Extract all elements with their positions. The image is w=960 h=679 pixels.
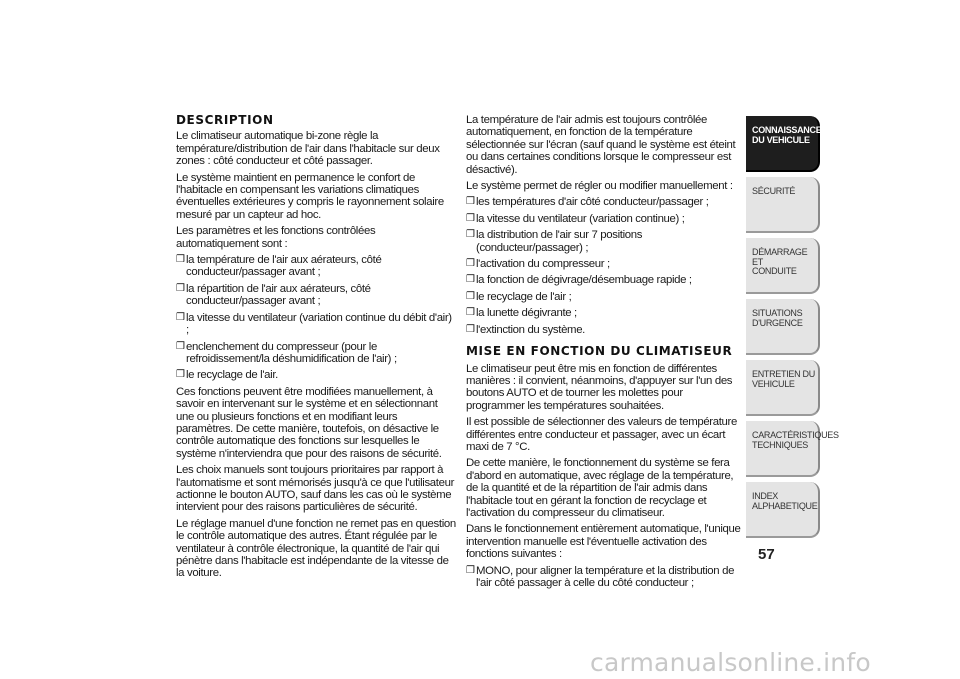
paragraph: La température de l'air admis est toujours contrôlée automatiquement, en fonction de la température sélectionnée sur l'écran (sauf quand le système est éteint ou dans certaines conditions lorsque le compresseur est désactivé). <box>466 114 736 176</box>
checkbox-bullet-icon: ❒ <box>176 340 185 352</box>
checkbox-bullet-icon: ❒ <box>466 307 475 319</box>
checkbox-bullet-icon: ❒ <box>466 196 475 208</box>
checkbox-bullet-icon: ❒ <box>466 229 475 241</box>
tab-caracteristiques-techniques[interactable]: CARACTÉRISTIQUES TECHNIQUES <box>746 421 820 477</box>
tab-index-alphabetique[interactable]: INDEX ALPHABETIQUE <box>746 482 820 538</box>
checkbox-bullet-icon: ❒ <box>466 290 475 302</box>
section-heading-mise-en-fonction: MISE EN FONCTION DU CLIMATISEUR <box>466 344 733 359</box>
paragraph: Le système maintient en permanence le confort de l'habitacle en compensant les variations climatiques éventuelles extérieures y compris le rayonnement solaire mesuré par un capteur ad hoc. <box>176 171 444 221</box>
list-item: ❒ MONO, pour aligner la température et la distribution de l'air côté passager à celle du côté conducteur ; <box>466 564 735 589</box>
paragraph: Il est possible de sélectionner des valeurs de température différentes entre conducteur et passager, avec un écart maxi de 7 °C. <box>466 416 737 453</box>
tab-securite[interactable]: SÉCURITÉ <box>746 177 820 233</box>
checkbox-bullet-icon: ❒ <box>466 258 475 270</box>
checkbox-bullet-icon: ❒ <box>176 282 185 294</box>
section-heading-description: DESCRIPTION <box>176 113 274 127</box>
list-item: ❒ l'extinction du système. <box>466 323 585 336</box>
checkbox-bullet-icon: ❒ <box>466 564 475 576</box>
list-item: ❒ le recyclage de l'air. <box>176 369 278 382</box>
list-item: ❒ la vitesse du ventilateur (variation continue du débit d'air) ; <box>176 311 452 337</box>
list-item: ❒ la fonction de dégivrage/désembuage rapide ; <box>466 274 692 287</box>
list-item: ❒ la répartition de l'air aux aérateurs, côté conducteur/passager avant ; <box>176 282 371 308</box>
tab-connaissance-du-vehicule[interactable]: CONNAISSANCE DU VEHICULE <box>746 116 820 172</box>
checkbox-bullet-icon: ❒ <box>176 311 185 323</box>
paragraph: Le climatiseur peut être mis en fonction de différentes manières : il convient, néanmoins, d'appuyer sur l'un des boutons AUTO et de tourner les molettes pour programmer les températures souhaitées. <box>466 362 733 412</box>
tab-situations-d-urgence[interactable]: SITUATIONS D'URGENCE <box>746 299 820 355</box>
paragraph: Le climatiseur automatique bi-zone règle la température/distribution de l'air dans l'habitacle sur deux zones : côté conducteur et côté passager. <box>176 130 440 168</box>
list-item: ❒ l'activation du compresseur ; <box>466 258 610 271</box>
list-item: ❒ la lunette dégivrante ; <box>466 307 577 320</box>
left-column <box>176 114 456 584</box>
list-item: ❒ le recyclage de l'air ; <box>466 290 572 303</box>
paragraph: Ces fonctions peuvent être modifiées manuellement, à savoir en intervenant sur le système et en sélectionnant une ou plusieurs fonctions et en modifiant leurs paramètres. De cette manière, toutefois, on désactive le contrôle automatique des fonctions sur lesquelles le système n'interviendra que pour des raisons de sécurité. <box>176 385 442 460</box>
list-item: ❒ enclenchement du compresseur (pour le refroidissement/la déshumidification de l'air) ; <box>176 340 397 365</box>
tab-entretien-du-vehicule[interactable]: ENTRETIEN DU VEHICULE <box>746 360 820 416</box>
paragraph: Le réglage manuel d'une fonction ne remet pas en question le contrôle automatique des autres. Étant régulée par le ventilateur à contrôle électronique, la quantité de l'air qui pénètre dans l'habitacle est indépendante de la vitesse de la voiture. <box>176 517 456 580</box>
list-item: ❒ les températures d'air côté conducteur/passager ; <box>466 196 709 209</box>
checkbox-bullet-icon: ❒ <box>466 274 475 286</box>
paragraph: Le système permet de régler ou modifier manuellement : <box>466 180 733 193</box>
list-item: ❒ la distribution de l'air sur 7 positions (conducteur/passager) ; <box>466 229 643 254</box>
checkbox-bullet-icon: ❒ <box>466 212 475 224</box>
page-number: 57 <box>758 546 775 563</box>
checkbox-bullet-icon: ❒ <box>176 369 185 381</box>
paragraph: De cette manière, le fonctionnement du système se fera d'abord en automatique, avec réglage de la température, de la quantité et de la répartition de l'air admis dans l'habitacle tout en gérant la fonction de recyclage et l'activation du compresseur du climatiseur. <box>466 457 734 519</box>
paragraph: Les paramètres et les fonctions contrôlées automatiquement sont : <box>176 225 376 250</box>
chapter-tabs <box>746 116 839 543</box>
paragraph: Dans le fonctionnement entièrement automatique, l'unique intervention manuelle est l'éventuelle activation des fonctions suivantes : <box>466 523 741 561</box>
checkbox-bullet-icon: ❒ <box>176 254 185 266</box>
right-column <box>466 114 742 593</box>
list-item: ❒ la vitesse du ventilateur (variation continue) ; <box>466 212 685 225</box>
tab-demarrage-et-conduite[interactable]: DÉMARRAGE ET CONDUITE <box>746 238 820 294</box>
paragraph: Les choix manuels sont toujours prioritaires par rapport à l'automatisme et sont mémorisés jusqu'à ce que l'utilisateur actionne le bouton AUTO, sauf dans les cas où le système intervient pour des raisons particulières de sécurité. <box>176 464 455 514</box>
checkbox-bullet-icon: ❒ <box>466 323 475 335</box>
list-item: ❒ la température de l'air aux aérateurs, côté conducteur/passager avant ; <box>176 254 382 279</box>
watermark: carmanualsonline.info <box>590 648 871 677</box>
